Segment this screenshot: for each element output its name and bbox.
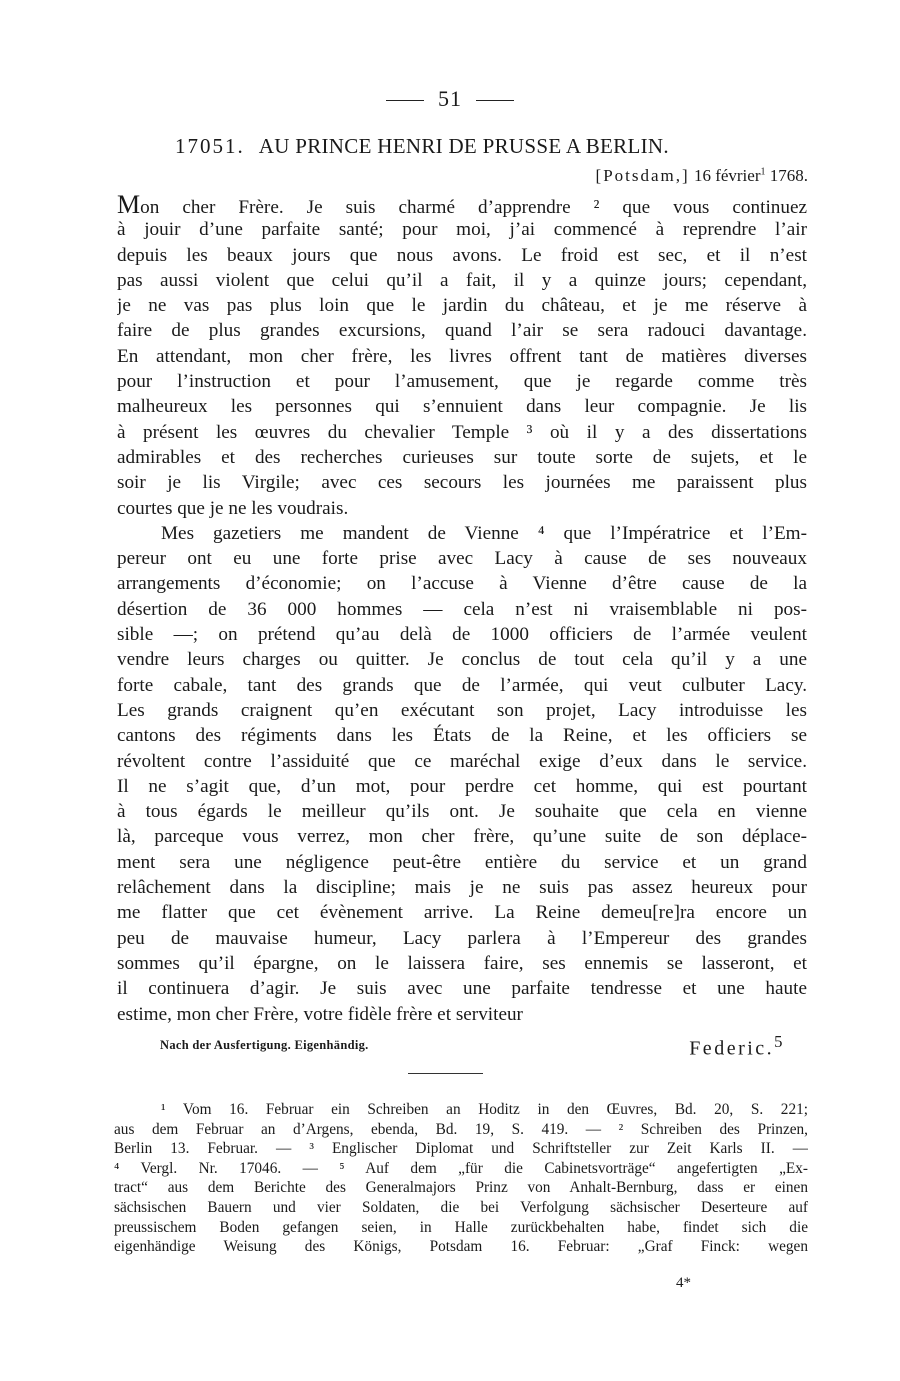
letter-line: Mes gazetiers me mandent de Vienne ⁴ que l’Impératrice et l’Em-	[161, 522, 807, 544]
letter-line: à jouir d’une parfaite santé; pour moi, j’ai commencé à reprendre l’air	[117, 219, 807, 241]
letter-line: cantons des régiments dans les États de la Reine, et les officiers se	[117, 725, 807, 747]
letter-line: depuis les beaux jours que nous avons. Le froid est sec, et il n’est	[117, 244, 807, 266]
sheet-signature: 4*	[676, 1275, 691, 1291]
letter-line: En attendant, mon cher frère, les livres offrent tant de matières diverses	[117, 345, 807, 367]
letter-line: Il ne s’agit que, d’un mot, pour perdre cet homme, qui est pourtant	[117, 775, 807, 797]
source-note: Nach der Ausfertigung. Eigenhändig.	[160, 1038, 369, 1052]
page-number: 51	[438, 86, 462, 111]
running-header	[0, 86, 900, 112]
signature-block	[689, 1032, 785, 1061]
letter-line: ment sera une négligence peut-être entière du service et un grand	[117, 851, 807, 873]
closing-row	[160, 1032, 785, 1060]
letter-line: Mon cher Frère. Je suis charmé d’apprendre ² que vous continuez	[117, 192, 807, 218]
letter-line: sible —; on prétend qu’au delà de 1000 officiers de l’armée veulent	[117, 624, 807, 646]
letter-line: malheureux les personnes qui s’ennuient dans leur compagnie. Je lis	[117, 396, 807, 418]
letter-line: soir je lis Virgile; avec ces secours les journées me paraissent plus	[117, 472, 807, 494]
footnote-line: sächsischen Bauern und vier Soldaten, die bei Verfolgung sächsischer Deserteure auf	[114, 1198, 808, 1216]
letter-line: à tous égards le meilleur qu’ils ont. Je souhaite que cela en vienne	[117, 801, 807, 823]
letter-line: je ne vas pas plus loin que le jardin du château, et je me réserve à	[117, 295, 807, 317]
letter-line: à présent les œuvres du chevalier Temple ³ où il y a des dissertations	[117, 421, 807, 443]
dateline-year: 1768.	[769, 166, 808, 185]
letter-title: AU PRINCE HENRI DE PRUSSE A BERLIN.	[258, 134, 669, 158]
letter-line: Les grands craignent qu’en exécutant son projet, Lacy introduisse les	[117, 699, 807, 721]
footnote-line: eigenhändige Weisung des Königs, Potsdam 16. Februar: „Graf Finck: wegen	[114, 1238, 808, 1256]
letter-line: admirables et des recherches curieuses sur toute sorte de sujets, et le	[117, 446, 807, 468]
footnote-line: Berlin 13. Februar. — ³ Englischer Diplomat und Schriftsteller zur Zeit Karls II. —	[114, 1140, 808, 1158]
letter-line: révoltent contre l’assiduité que ce maréchal exige d’eux dans le service.	[117, 750, 807, 772]
letter-heading	[175, 134, 669, 159]
letter-line: me flatter que cet évènement arrive. La Reine demeu[re]ra encore un	[117, 902, 807, 924]
letter-body	[117, 192, 807, 1027]
letter-line: sommes qu’il épargne, on le laissera faire, ses ennemis se lasseront, et	[117, 952, 807, 974]
dateline-date: 16 février	[693, 166, 761, 185]
footnotes	[114, 1100, 808, 1257]
letter-number: 17051.	[175, 134, 245, 158]
letter-line: vendre leurs charges ou quitter. Je conclus de tout cela qu’il y a une	[117, 649, 807, 671]
letter-line: pas aussi violent que celui qu’il a fait, il y a quinze jours; cependant,	[117, 269, 807, 291]
letter-line: arrangements d’économie; on l’accuse à Vienne d’être cause de la	[117, 573, 807, 595]
footnote-line: aus dem Februar an d’Argens, ebenda, Bd. 19, S. 419. — ² Schreiben des Prinzen,	[114, 1120, 808, 1138]
signature: Federic.	[689, 1037, 775, 1060]
letter-line: peu de mauvaise humeur, Lacy parlera à l’Empereur des grandes	[117, 927, 807, 949]
dateline	[596, 166, 808, 186]
footnote-line: tract“ aus dem Berichte des Generalmajors Prinz von Anhalt-Bernburg, dass er einen	[114, 1179, 808, 1197]
letter-line: pour l’instruction et pour l’amusement, que je regarde comme très	[117, 371, 807, 393]
letter-line: là, parceque vous verrez, mon cher frère, qu’une suite de son déplace-	[117, 826, 807, 848]
header-dash-left	[386, 100, 424, 101]
signature-footnote-ref: 5	[774, 1032, 785, 1051]
letter-line: courtes que je ne les voudrais.	[117, 497, 349, 519]
dateline-place: [Potsdam,]	[595, 166, 690, 185]
letter-line: désertion de 36 000 hommes — cela n’est ni vraisemblable ni pos-	[117, 598, 807, 620]
letter-line: il continuera d’agir. Je suis avec une parfaite tendresse et une haute	[117, 978, 807, 1000]
footnote-line: ⁴ Vergl. Nr. 17046. — ⁵ Auf dem „für die Cabinetsvorträge“ angefertigten „Ex-	[114, 1159, 808, 1177]
letter-line: estime, mon cher Frère, votre fidèle frère et serviteur	[117, 1003, 523, 1025]
letter-line: faire de plus grandes excursions, quand l’air se sera radouci davantage.	[117, 320, 807, 342]
letter-line: relâchement dans la discipline; mais je ne suis pas assez heureux pour	[117, 877, 807, 899]
letter-line: pereur ont eu une forte prise avec Lacy à cause de ses nouveaux	[117, 548, 807, 570]
footnote-line: ¹ Vom 16. Februar ein Schreiben an Hoditz in den Œuvres, Bd. 20, S. 221;	[161, 1101, 808, 1118]
header-dash-right	[476, 100, 514, 101]
dateline-footnote-ref: 1	[760, 166, 766, 178]
footnote-rule	[408, 1073, 483, 1074]
footnote-line: preussischem Boden gefangen seien, in Halle zurückbehalten habe, findet sich die	[114, 1218, 808, 1236]
letter-line: forte cabale, tant des grands que de l’armée, qui veut culbuter Lacy.	[117, 674, 807, 696]
